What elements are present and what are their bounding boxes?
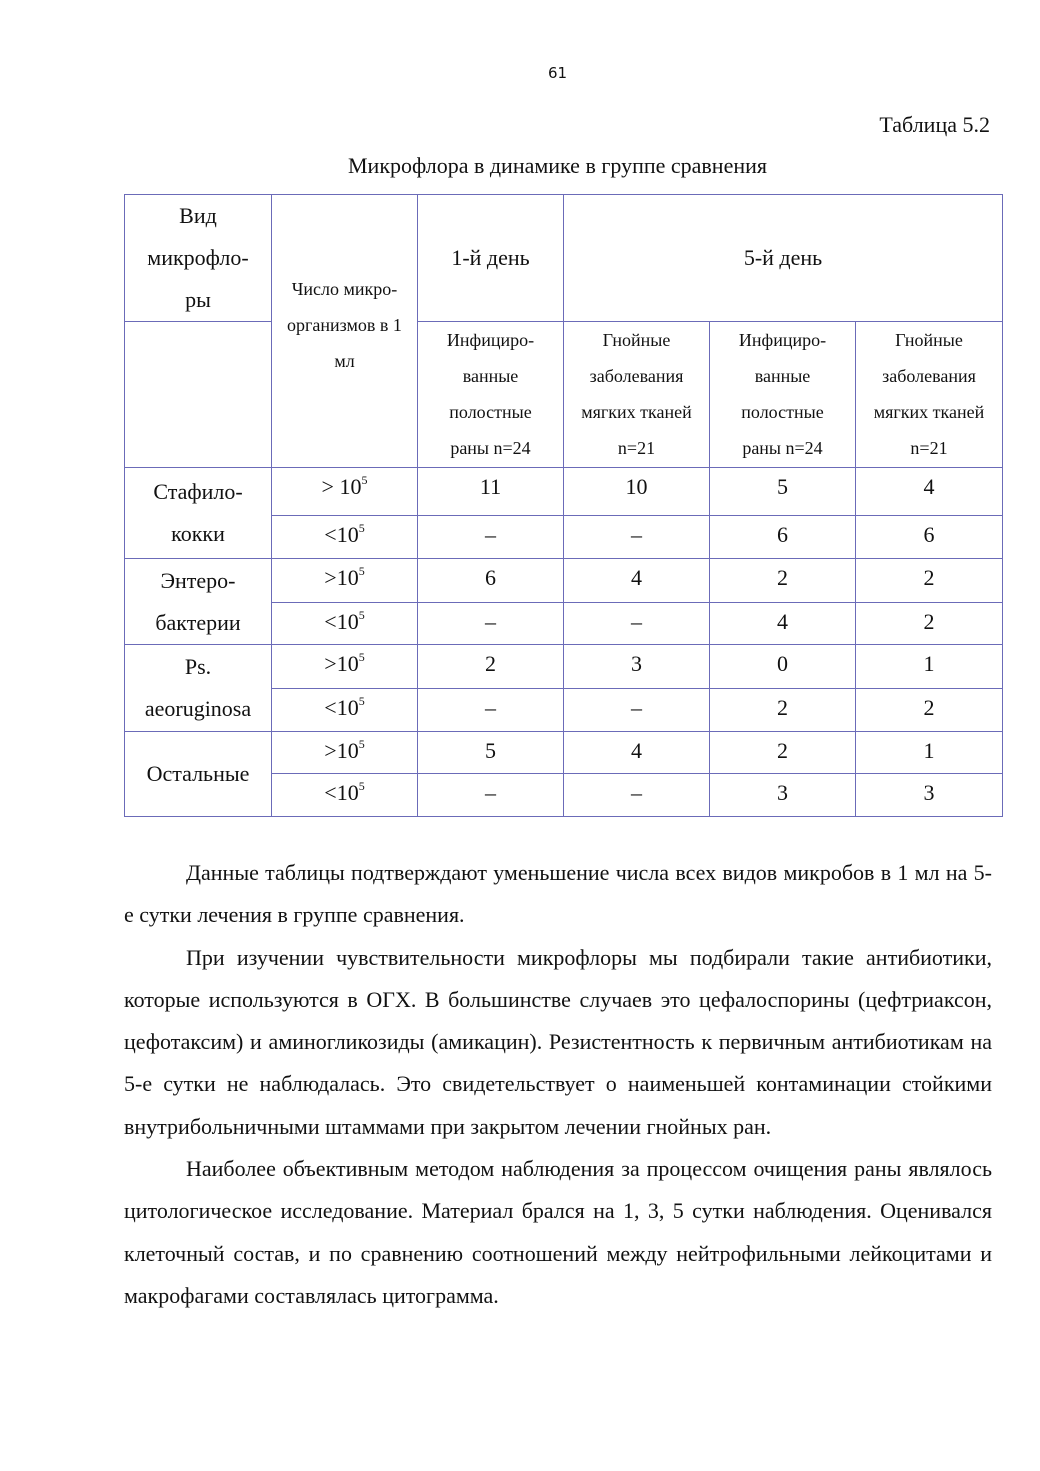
group-name: Энтеро-бактерии [125,559,272,645]
paragraph: При изучении чувствительности микрофлоры мы подбирали такие антибиотики, которые используются в ОГХ. В большинстве случаев это цефалоспорины (цефтриаксон, цефотаксим) и аминогликозиды (амикацин). Резистентность к первичным антибиотикам на 5-е сутки не наблюдалась. Это свидетельствует о наименьшей контаминации стойкими внутрибольничными штаммами при закрытом лечении гнойных ран. [124,944,992,1139]
table-row [125,468,1003,516]
header-day1: 1-й день [418,195,564,322]
value-cell: – [564,774,710,817]
page-number: 61 [547,64,568,82]
threshold-cell: $<10^5$ [272,603,418,645]
threshold-cell: $>10^5$ [272,645,418,689]
value-cell: – [418,774,564,817]
body-text [124,852,992,1317]
table-body [125,468,1003,817]
value-cell: 2 [418,645,564,689]
paragraph: Наиболее объективным методом наблюдения за процессом очищения раны являлось цитологическое исследование. Материал брался на 1, 3, 5 сутки наблюдения. Оценивался клеточный состав, и по сравнению соотношений между нейтрофильными лейкоцитами и макрофагами составлялась цитограмма. [124,1156,992,1308]
header-sub-4: Гнойные заболевания мягких тканей n=21 [856,322,1003,468]
value-cell: 2 [710,732,856,774]
value-cell: 10 [564,468,710,516]
value-cell: – [564,603,710,645]
table-caption: Микрофлора в динамике в группе сравнения [347,153,768,178]
value-cell: 6 [856,516,1003,559]
threshold-cell: > $10^5$ [272,468,418,516]
value-cell: 6 [710,516,856,559]
value-cell: 2 [856,689,1003,732]
group-name: Стафило-кокки [125,468,272,559]
value-cell: 4 [710,603,856,645]
value-cell: – [418,516,564,559]
value-cell: 6 [418,559,564,603]
threshold-cell: $>10^5$ [272,559,418,603]
paragraph: Данные таблицы подтверждают уменьшение числа всех видов микробов в 1 мл на 5-е сутки лечения в группе сравнения. [124,860,992,928]
header-day5: 5-й день [564,195,1003,322]
value-cell: 5 [710,468,856,516]
value-cell: 3 [710,774,856,817]
value-cell: 1 [856,732,1003,774]
value-cell: 2 [710,559,856,603]
header-count: Число микро-организмов в 1 мл [272,195,418,468]
value-cell: 11 [418,468,564,516]
threshold-cell: $<10^5$ [272,689,418,732]
value-cell: – [418,603,564,645]
header-sub-2: Гнойные заболевания мягких тканей n=21 [564,322,710,468]
value-cell: – [564,689,710,732]
header-sub-3: Инфициро-ванные полостные раны n=24 [710,322,856,468]
value-cell: 2 [856,559,1003,603]
value-cell: 5 [418,732,564,774]
header-sub-1: Инфициро-ванные полостные раны n=24 [418,322,564,468]
header-type: Вид микрофло-ры [125,195,272,322]
header-empty [125,322,272,468]
value-cell: 0 [710,645,856,689]
value-cell: 4 [564,732,710,774]
value-cell: 1 [856,645,1003,689]
group-name: Ps. aeoruginosa [125,645,272,732]
value-cell: 3 [856,774,1003,817]
threshold-cell: $<10^5$ [272,516,418,559]
value-cell: 2 [710,689,856,732]
value-cell: – [418,689,564,732]
table-label: Таблица 5.2 [879,112,990,137]
table-row [125,559,1003,603]
value-cell: 4 [564,559,710,603]
value-cell: 2 [856,603,1003,645]
microflora-table [124,194,1003,817]
value-cell: – [564,516,710,559]
table-row [125,732,1003,774]
threshold-cell: $<10^5$ [272,774,418,817]
threshold-cell: $>10^5$ [272,732,418,774]
group-name: Остальные [125,732,272,817]
value-cell: 4 [856,468,1003,516]
table-row [125,645,1003,689]
value-cell: 3 [564,645,710,689]
